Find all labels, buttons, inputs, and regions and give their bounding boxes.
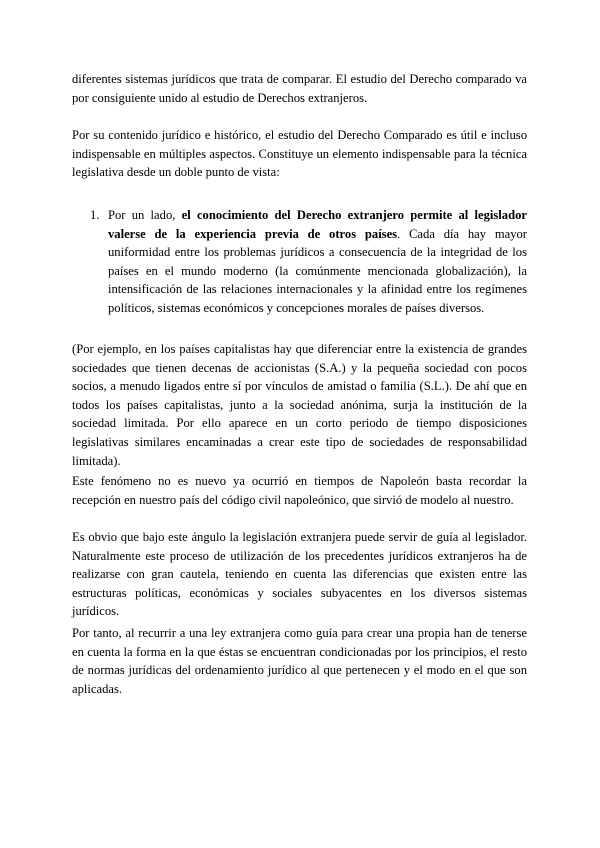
paragraph-guide: Es obvio que bajo este ángulo la legislación extranjera puede servir de guía al legislador. Naturalmente este proceso de utilización de los precedentes jurídicos extranjeros ha de realizarse con gran cautela, teniendo en cuenta las diferencias que existen entre las estructuras políticas, económicas y sociales subyacentes en los diversos sistemas jurídicos.: [72, 530, 527, 619]
paragraph-napoleon: Este fenómeno no es nuevo ya ocurrió en tiempos de Napoleón basta recordar la recepción en nuestro país del código civil napoleónico, que sirvió de modelo al nuestro.: [72, 474, 527, 507]
numbered-list-item: [90, 206, 527, 318]
list-item-bold-text: el conocimiento del Derecho extranjero permite al legislador valerse de la experiencia previa de otros países: [108, 208, 527, 241]
paragraph-legal-content: Por su contenido jurídico e histórico, el estudio del Derecho Comparado es útil e incluso indispensable en múltiples aspectos. Constituye un elemento indispensable para la técnica legislativa desde un doble punto de vista:: [72, 128, 527, 180]
list-item-lead: Por un lado,: [108, 208, 182, 222]
list-item-text: [108, 206, 527, 318]
paragraph-conclusion: Por tanto, al recurrir a una ley extranjera como guía para crear una propia han de tenerse en cuenta la forma en la que éstas se encuentran condicionadas por los principios, el resto de normas jurídicas del ordenamiento jurídico al que pertenecen y el modo en el que son aplicadas.: [72, 626, 527, 696]
paragraph-example: (Por ejemplo, en los países capitalistas hay que diferenciar entre la existencia de grandes sociedades que tienen decenas de accionistas (S.A.) y la pequeña sociedad con pocos socios, a menudo ligados entre sí por vínculos de amistad o familia (S.L.). De ahí que en todos los países capitalistas, junto a la sociedad anónima, surja la institución de la sociedad limitada. Por ello aparece en un corto periodo de tiempo disposiciones legislativas similares encaminadas a crear este tipo de sociedades de responsabilidad limitada).: [72, 342, 527, 468]
list-item-rest: . Cada día hay mayor uniformidad entre los problemas jurídicos a consecuencia de la integridad de los países en el mundo moderno (la comúnmente mencionada globalización), la intensificación de las relaciones internacionales y la afinidad entre los regímenes políticos, sistemas económicos y concepciones morales de países diversos.: [108, 226, 527, 315]
paragraph-continuation: diferentes sistemas jurídicos que trata de comparar. El estudio del Derecho comparado va por consiguiente unido al estudio de Derechos extranjeros.: [72, 72, 527, 105]
list-number: 1.: [90, 208, 100, 222]
